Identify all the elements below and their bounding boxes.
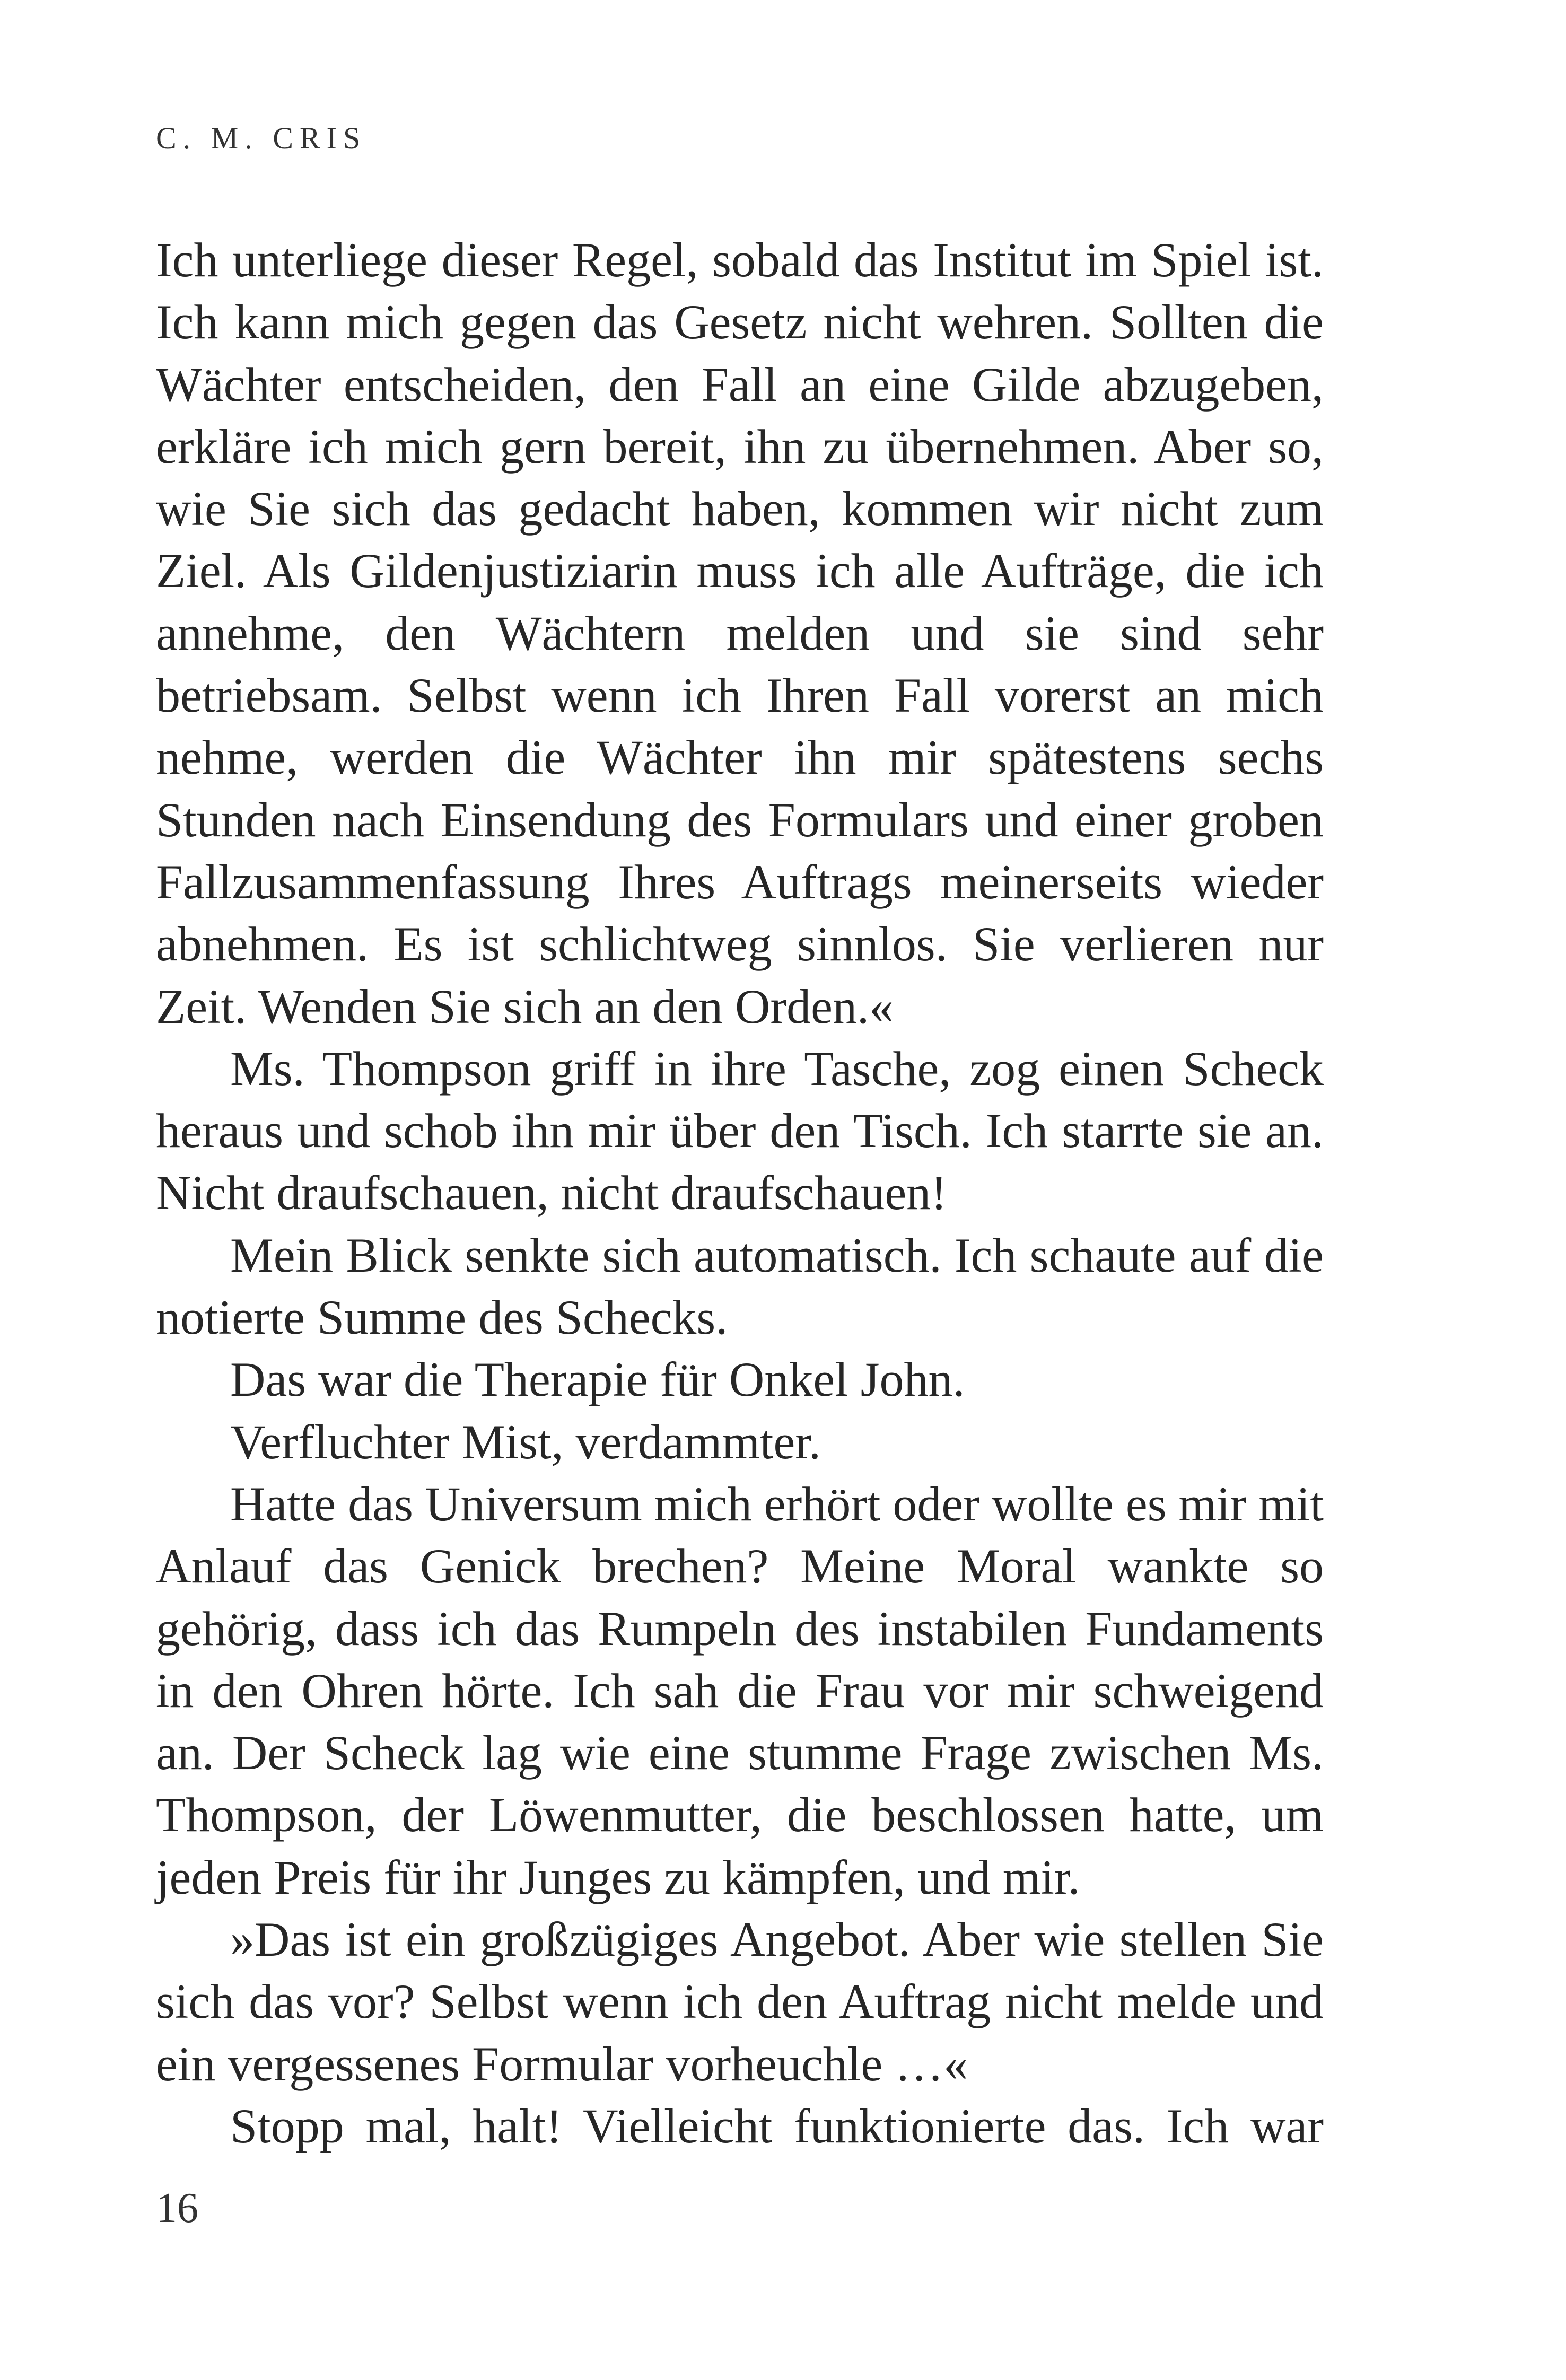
paragraph: Das war die Therapie für Onkel John. <box>230 1352 965 1407</box>
body-text <box>156 229 1324 2157</box>
paragraph: Hatte das Universum mich erhört oder wollte es mir mit Anlauf das Genick brechen? Meine Moral wankte so gehörig, dass ich das Rumpeln des instabilen Fundaments in den Ohren hörte. Ich sah die Frau vor mir schweigend an. Der Scheck lag wie eine stumme Frage zwischen Ms. Thompson, der Löwenmutter, die beschlossen hatte, um jeden Preis für ihr Junges zu kämpfen, und mir. <box>156 1476 1324 1904</box>
paragraph: Ich unterliege dieser Regel, sobald das Institut im Spiel ist. Ich kann mich gegen das Gesetz nicht wehren. Sollten die Wächter entscheiden, den Fall an eine Gilde abzugeben, erkläre ich mich gern bereit, ihn zu übernehmen. Aber so, wie Sie sich das gedacht haben, kommen wir nicht zum Ziel. Als Gildenjustiziarin muss ich alle Aufträge, die ich annehme, den Wächtern melden und sie sind sehr betriebsam. Selbst wenn ich Ihren Fall vorerst an mich nehme, werden die Wächter ihn mir spätestens sechs Stunden nach Einsendung des Formulars und einer groben Fallzusammenfassung Ihres Auftrags meinerseits wieder abnehmen. Es ist schlichtweg sinnlos. Sie verlieren nur Zeit. Wenden Sie sich an den Orden.« <box>156 233 1324 1034</box>
paragraph: Ms. Thompson griff in ihre Tasche, zog einen Scheck heraus und schob ihn mir über den Tisch. Ich starrte sie an. Nicht draufschauen, nicht draufschauen! <box>156 1041 1324 1220</box>
running-head-author: C. M. CRIS <box>156 121 367 155</box>
paragraph: Verfluchter Mist, verdammter. <box>230 1414 821 1469</box>
paragraph: Stopp mal, halt! Vielleicht funktionierte das. Ich war <box>230 2098 1324 2153</box>
page-number: 16 <box>156 2185 198 2232</box>
paragraph: »Das ist ein großzügiges Angebot. Aber wie stellen Sie sich das vor? Selbst wenn ich den Auftrag nicht melde und ein vergessenes Formular vorheuchle …« <box>156 1912 1324 2091</box>
paragraph: Mein Blick senkte sich automatisch. Ich schaute auf die notierte Summe des Schecks. <box>156 1228 1324 1345</box>
